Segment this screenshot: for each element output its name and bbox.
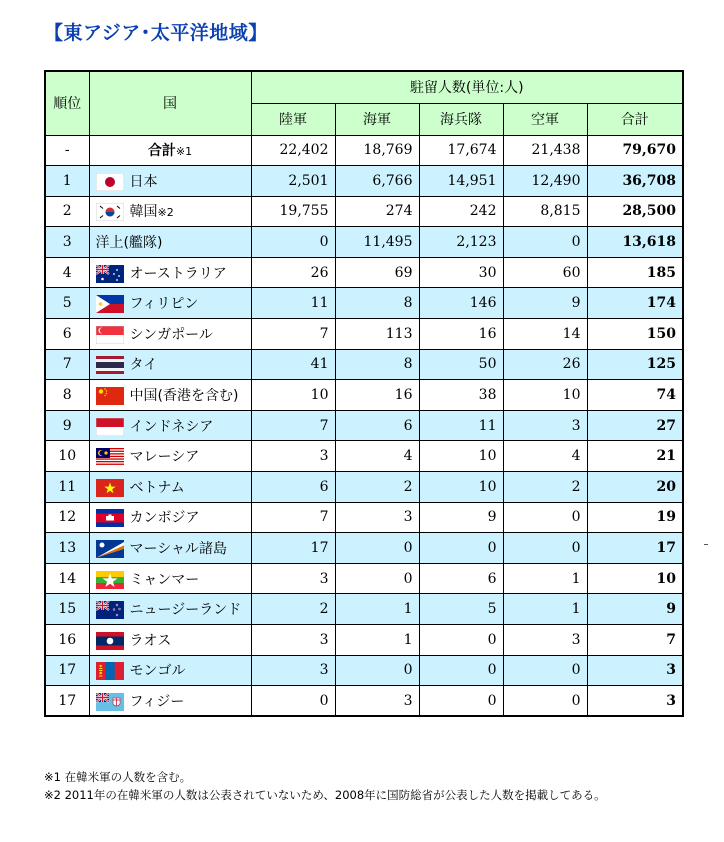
- table-row: [45, 655, 683, 686]
- airforce-cell: 0: [503, 533, 587, 564]
- table-row: [45, 472, 683, 503]
- country-name: ニュージーランド: [129, 602, 242, 619]
- country-cell: [89, 563, 251, 594]
- total-cell: 10: [587, 563, 683, 594]
- marines-cell: 14,951: [419, 166, 503, 197]
- total-cell: 174: [587, 288, 683, 319]
- footnote-2: ※2 2011年の在韓米軍の人数は公表されていないため、2008年に国防総省が公表した人数を掲載してある。: [44, 788, 606, 802]
- country-cell: [89, 257, 251, 288]
- navy-cell: 6: [335, 410, 419, 441]
- rank-cell: 17: [45, 686, 89, 717]
- airforce-cell: 0: [503, 655, 587, 686]
- navy-cell: 0: [335, 563, 419, 594]
- navy-cell: 1: [335, 594, 419, 625]
- rank-cell: 8: [45, 380, 89, 411]
- airforce-cell: 9: [503, 288, 587, 319]
- rank-cell: 16: [45, 625, 89, 656]
- navy-cell: 113: [335, 319, 419, 350]
- army-cell: 11: [251, 288, 335, 319]
- marines-cell: 11: [419, 410, 503, 441]
- header-airforce: 空軍: [503, 103, 587, 135]
- china-flag-icon: [96, 387, 124, 405]
- marines-cell: 242: [419, 196, 503, 227]
- country-cell: [89, 196, 251, 227]
- country-name: マレーシア: [129, 449, 200, 466]
- navy-cell: 3: [335, 502, 419, 533]
- total-cell: 125: [587, 349, 683, 380]
- mongolia-flag-icon: [96, 662, 124, 680]
- airforce-cell: 1: [503, 594, 587, 625]
- airforce-cell: 3: [503, 625, 587, 656]
- marines-cell: 5: [419, 594, 503, 625]
- marshall-islands-flag-icon: [96, 540, 124, 558]
- singapore-flag-icon: [96, 326, 124, 344]
- marines-cell: 10: [419, 472, 503, 503]
- country-cell: [89, 655, 251, 686]
- marines-cell: 146: [419, 288, 503, 319]
- navy-cell: 69: [335, 257, 419, 288]
- army-cell: 0: [251, 227, 335, 258]
- table-row: [45, 563, 683, 594]
- army-cell: 19,755: [251, 196, 335, 227]
- airforce-cell: 60: [503, 257, 587, 288]
- country-cell: [89, 533, 251, 564]
- airforce-cell: 14: [503, 319, 587, 350]
- table-row: [45, 380, 683, 411]
- army-cell: 10: [251, 380, 335, 411]
- table-row: [45, 533, 683, 564]
- rank-cell: 2: [45, 196, 89, 227]
- rank-cell: 1: [45, 166, 89, 197]
- japan-flag-icon: [96, 173, 124, 191]
- navy-cell: 6,766: [335, 166, 419, 197]
- marines-cell: 2,123: [419, 227, 503, 258]
- navy-cell: 0: [335, 655, 419, 686]
- airforce-cell: 1: [503, 563, 587, 594]
- australia-flag-icon: [96, 265, 124, 283]
- total-cell: 13,618: [587, 227, 683, 258]
- table-row: [45, 166, 683, 197]
- footnotes: [44, 768, 606, 804]
- rank-cell: 17: [45, 655, 89, 686]
- marines-cell: 30: [419, 257, 503, 288]
- total-cell: 19: [587, 502, 683, 533]
- army-cell: 3: [251, 655, 335, 686]
- philippines-flag-icon: [96, 295, 124, 313]
- rank-cell: 6: [45, 319, 89, 350]
- marines-cell: 0: [419, 625, 503, 656]
- country-note: ※2: [157, 206, 174, 220]
- marines-cell: 6: [419, 563, 503, 594]
- country-name: ベトナム: [129, 479, 185, 496]
- country-name: 日本: [129, 173, 158, 190]
- navy-cell: 4: [335, 441, 419, 472]
- navy-cell: 274: [335, 196, 419, 227]
- country-cell: [89, 166, 251, 197]
- header-country: 国: [89, 71, 251, 135]
- navy-cell: 2: [335, 472, 419, 503]
- malaysia-flag-icon: [96, 448, 124, 466]
- airforce-cell: 4: [503, 441, 587, 472]
- country-name: 洋上(艦隊): [95, 235, 163, 252]
- table-row: [45, 625, 683, 656]
- total-cell: 9: [587, 594, 683, 625]
- table-row: [45, 502, 683, 533]
- total-note: ※1: [175, 145, 193, 159]
- table-row: [45, 686, 683, 717]
- airforce-cell: 0: [503, 227, 587, 258]
- country-cell: [89, 410, 251, 441]
- rank-cell: 10: [45, 441, 89, 472]
- total-army: 22,402: [251, 135, 335, 166]
- country-name: モンゴル: [129, 663, 186, 680]
- country-name: フィリピン: [129, 296, 199, 313]
- country-cell: [89, 380, 251, 411]
- army-cell: 3: [251, 625, 335, 656]
- country-cell: [89, 288, 251, 319]
- total-cell: 7: [587, 625, 683, 656]
- myanmar-flag-icon: [96, 571, 124, 589]
- total-cell: 28,500: [587, 196, 683, 227]
- airforce-cell: 10: [503, 380, 587, 411]
- cambodia-flag-icon: [96, 509, 124, 527]
- country-cell: [89, 349, 251, 380]
- rank-cell: 11: [45, 472, 89, 503]
- thailand-flag-icon: [96, 356, 124, 374]
- army-cell: 0: [251, 686, 335, 717]
- rank-cell: 5: [45, 288, 89, 319]
- header-army: 陸軍: [251, 103, 335, 135]
- army-cell: 2: [251, 594, 335, 625]
- header-group: 駐留人数(単位:人): [251, 71, 683, 103]
- navy-cell: 8: [335, 288, 419, 319]
- total-cell: 36,708: [587, 166, 683, 197]
- country-cell: [89, 472, 251, 503]
- table-row: [45, 441, 683, 472]
- rank-cell: 4: [45, 257, 89, 288]
- navy-cell: 16: [335, 380, 419, 411]
- country-name: フィジー: [129, 693, 185, 710]
- total-cell: 27: [587, 410, 683, 441]
- rank-cell: 13: [45, 533, 89, 564]
- page-title: 【東アジア･太平洋地域】: [44, 22, 268, 44]
- table-row: [45, 196, 683, 227]
- army-cell: 2,501: [251, 166, 335, 197]
- footnote-1: ※1 在韓米軍の人数を含む。: [44, 770, 192, 784]
- total-label-cell: [89, 135, 251, 166]
- rank-cell: 3: [45, 227, 89, 258]
- airforce-cell: 26: [503, 349, 587, 380]
- country-cell: [89, 441, 251, 472]
- country-cell: [89, 625, 251, 656]
- country-name: 韓国: [129, 204, 158, 221]
- rank-cell: 14: [45, 563, 89, 594]
- total-navy: 18,769: [335, 135, 419, 166]
- airforce-cell: 12,490: [503, 166, 587, 197]
- army-cell: 41: [251, 349, 335, 380]
- marines-cell: 0: [419, 533, 503, 564]
- header-navy: 海軍: [335, 103, 419, 135]
- divider: [704, 544, 708, 545]
- navy-cell: 8: [335, 349, 419, 380]
- country-cell: [89, 594, 251, 625]
- rank-cell: 7: [45, 349, 89, 380]
- laos-flag-icon: [96, 632, 124, 650]
- fiji-flag-icon: [96, 693, 124, 711]
- airforce-cell: 8,815: [503, 196, 587, 227]
- marines-cell: 10: [419, 441, 503, 472]
- total-cell: 74: [587, 380, 683, 411]
- total-rank: -: [45, 135, 89, 166]
- table-row: [45, 227, 683, 258]
- total-cell: 150: [587, 319, 683, 350]
- total-cell: 17: [587, 533, 683, 564]
- total-label: 合計: [147, 143, 176, 160]
- army-cell: 7: [251, 502, 335, 533]
- indonesia-flag-icon: [96, 418, 124, 436]
- total-marines: 17,674: [419, 135, 503, 166]
- airforce-cell: 0: [503, 502, 587, 533]
- header-total: 合計: [587, 103, 683, 135]
- header-rank: 順位: [45, 71, 89, 135]
- total-cell: 3: [587, 655, 683, 686]
- country-name: シンガポール: [129, 326, 213, 343]
- troop-table: [44, 70, 684, 717]
- country-name: タイ: [129, 357, 158, 374]
- country-name: カンボジア: [129, 510, 200, 527]
- total-cell: 185: [587, 257, 683, 288]
- table-row: [45, 410, 683, 441]
- total-cell: 20: [587, 472, 683, 503]
- marines-cell: 50: [419, 349, 503, 380]
- marines-cell: 16: [419, 319, 503, 350]
- total-cell: 3: [587, 686, 683, 717]
- header-marines: 海兵隊: [419, 103, 503, 135]
- country-name: マーシャル諸島: [129, 541, 227, 558]
- table-row: [45, 319, 683, 350]
- country-name: オーストラリア: [129, 265, 227, 282]
- airforce-cell: 2: [503, 472, 587, 503]
- total-airforce: 21,438: [503, 135, 587, 166]
- table-row: [45, 349, 683, 380]
- navy-cell: 11,495: [335, 227, 419, 258]
- rank-cell: 9: [45, 410, 89, 441]
- army-cell: 17: [251, 533, 335, 564]
- marines-cell: 0: [419, 686, 503, 717]
- total-total: 79,670: [587, 135, 683, 166]
- marines-cell: 9: [419, 502, 503, 533]
- table-row: [45, 288, 683, 319]
- country-cell: [89, 686, 251, 717]
- new-zealand-flag-icon: [96, 601, 124, 619]
- total-cell: 21: [587, 441, 683, 472]
- table-row: [45, 257, 683, 288]
- country-cell: [89, 502, 251, 533]
- total-row: [45, 135, 683, 166]
- army-cell: 7: [251, 319, 335, 350]
- marines-cell: 38: [419, 380, 503, 411]
- country-name: ミャンマー: [129, 571, 200, 588]
- navy-cell: 0: [335, 533, 419, 564]
- navy-cell: 3: [335, 686, 419, 717]
- vietnam-flag-icon: [96, 479, 124, 497]
- rank-cell: 15: [45, 594, 89, 625]
- army-cell: 3: [251, 563, 335, 594]
- army-cell: 26: [251, 257, 335, 288]
- army-cell: 3: [251, 441, 335, 472]
- korea-flag-icon: [96, 203, 124, 221]
- country-cell: [89, 319, 251, 350]
- country-name: 中国(香港を含む): [129, 388, 239, 405]
- country-cell: [89, 227, 251, 258]
- country-name: ラオス: [129, 632, 172, 649]
- airforce-cell: 0: [503, 686, 587, 717]
- table-row: [45, 594, 683, 625]
- army-cell: 7: [251, 410, 335, 441]
- rank-cell: 12: [45, 502, 89, 533]
- navy-cell: 1: [335, 625, 419, 656]
- country-name: インドネシア: [129, 418, 214, 435]
- marines-cell: 0: [419, 655, 503, 686]
- airforce-cell: 3: [503, 410, 587, 441]
- army-cell: 6: [251, 472, 335, 503]
